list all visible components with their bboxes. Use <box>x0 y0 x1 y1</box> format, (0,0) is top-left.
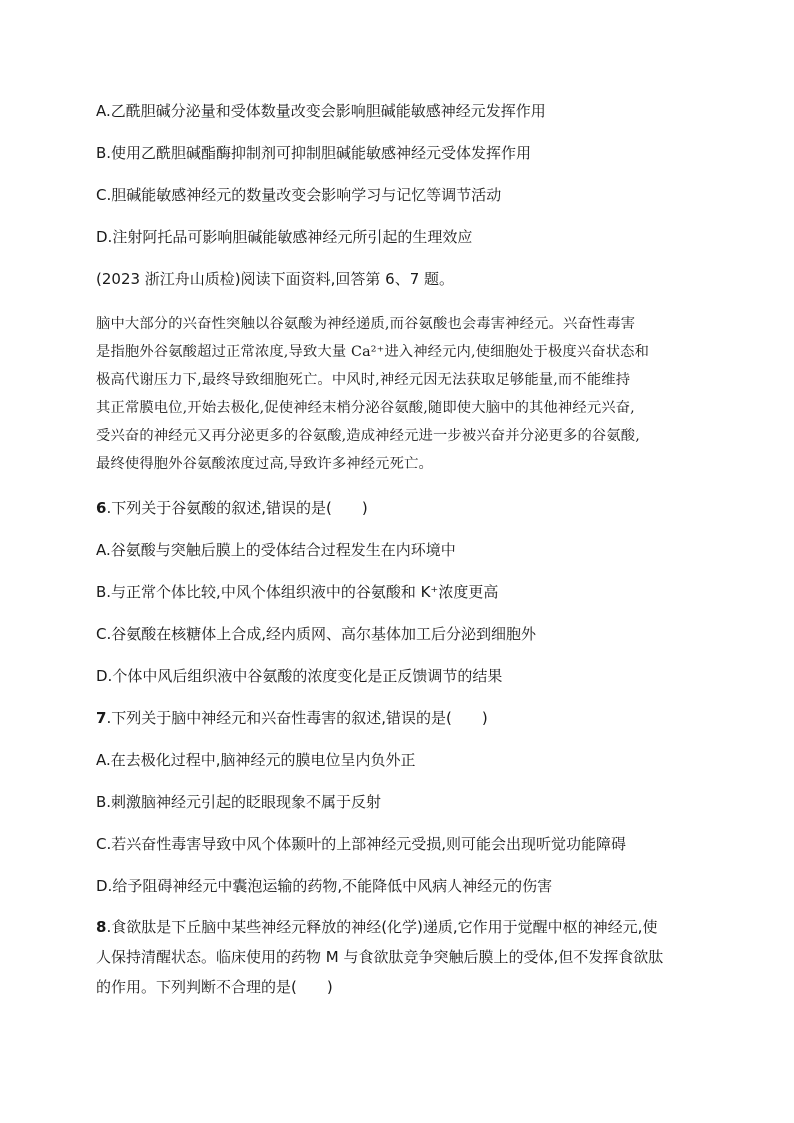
reading-passage <box>96 310 700 478</box>
prev-option-b: B.使用乙酰胆碱酯酶抑制剂可抑制胆碱能敏感神经元受体发挥作用 <box>96 144 532 162</box>
question-6-stem <box>96 498 368 518</box>
question-text: .食欲肽是下丘脑中某些神经元释放的神经(化学)递质,它作用于觉醒中枢的神经元,使 <box>106 918 658 936</box>
question-7-option-c: C.若兴奋性毒害导致中风个体颞叶的上部神经元受损,则可能会出现听觉功能障碍 <box>96 835 627 853</box>
question-7-option-b: B.刺激脑神经元引起的眨眼现象不属于反射 <box>96 793 382 811</box>
question-7-stem <box>96 708 488 728</box>
passage-line: 其正常膜电位,开始去极化,促使神经末梢分泌谷氨酸,随即使大脑中的其他神经元兴奋, <box>96 400 635 416</box>
question-text: .下列关于脑中神经元和兴奋性毒害的叙述,错误的是( ) <box>106 709 488 727</box>
passage-line: 脑中大部分的兴奋性突触以谷氨酸为神经递质,而谷氨酸也会毒害神经元。兴奋性毒害 <box>96 316 636 332</box>
question-8 <box>96 912 716 1002</box>
question-7-option-a: A.在去极化过程中,脑神经元的膜电位呈内负外正 <box>96 751 416 769</box>
question-text: .下列关于谷氨酸的叙述,错误的是( ) <box>106 499 368 517</box>
question-8-line: 人保持清醒状态。临床使用的药物 M 与食欲肽竞争突触后膜上的受体,但不发挥食欲肽 <box>96 948 664 966</box>
question-7-option-d: D.给予阻碍神经元中囊泡运输的药物,不能降低中风病人神经元的伤害 <box>96 877 553 895</box>
question-6-option-d: D.个体中风后组织液中谷氨酸的浓度变化是正反馈调节的结果 <box>96 667 503 685</box>
question-6-option-a: A.谷氨酸与突触后膜上的受体结合过程发生在内环境中 <box>96 541 456 559</box>
prev-option-c: C.胆碱能敏感神经元的数量改变会影响学习与记忆等调节活动 <box>96 186 502 204</box>
prev-option-d: D.注射阿托品可影响胆碱能敏感神经元所引起的生理效应 <box>96 228 473 246</box>
question-8-line <box>96 912 716 942</box>
reading-intro: (2023 浙江舟山质检)阅读下面资料,回答第 6、7 题。 <box>96 270 455 288</box>
question-number: 7 <box>96 709 107 727</box>
passage-line: 最终使得胞外谷氨酸浓度过高,导致许多神经元死亡。 <box>96 456 433 472</box>
question-6-option-c: C.谷氨酸在核糖体上合成,经内质网、高尔基体加工后分泌到细胞外 <box>96 625 537 643</box>
passage-line: 受兴奋的神经元又再分泌更多的谷氨酸,造成神经元进一步被兴奋并分泌更多的谷氨酸, <box>96 428 640 444</box>
question-8-line: 的作用。下列判断不合理的是( ) <box>96 978 333 996</box>
prev-option-a: A.乙酰胆碱分泌量和受体数量改变会影响胆碱能敏感神经元发挥作用 <box>96 102 546 120</box>
passage-line: 极高代谢压力下,最终导致细胞死亡。中风时,神经元因无法获取足够能量,而不能维持 <box>96 372 631 388</box>
question-number: 6 <box>96 499 107 517</box>
question-6-option-b: B.与正常个体比较,中风个体组织液中的谷氨酸和 K⁺浓度更高 <box>96 583 499 601</box>
question-number: 8 <box>96 918 107 936</box>
passage-line: 是指胞外谷氨酸超过正常浓度,导致大量 Ca²⁺进入神经元内,使细胞处于极度兴奋状态和 <box>96 344 650 360</box>
